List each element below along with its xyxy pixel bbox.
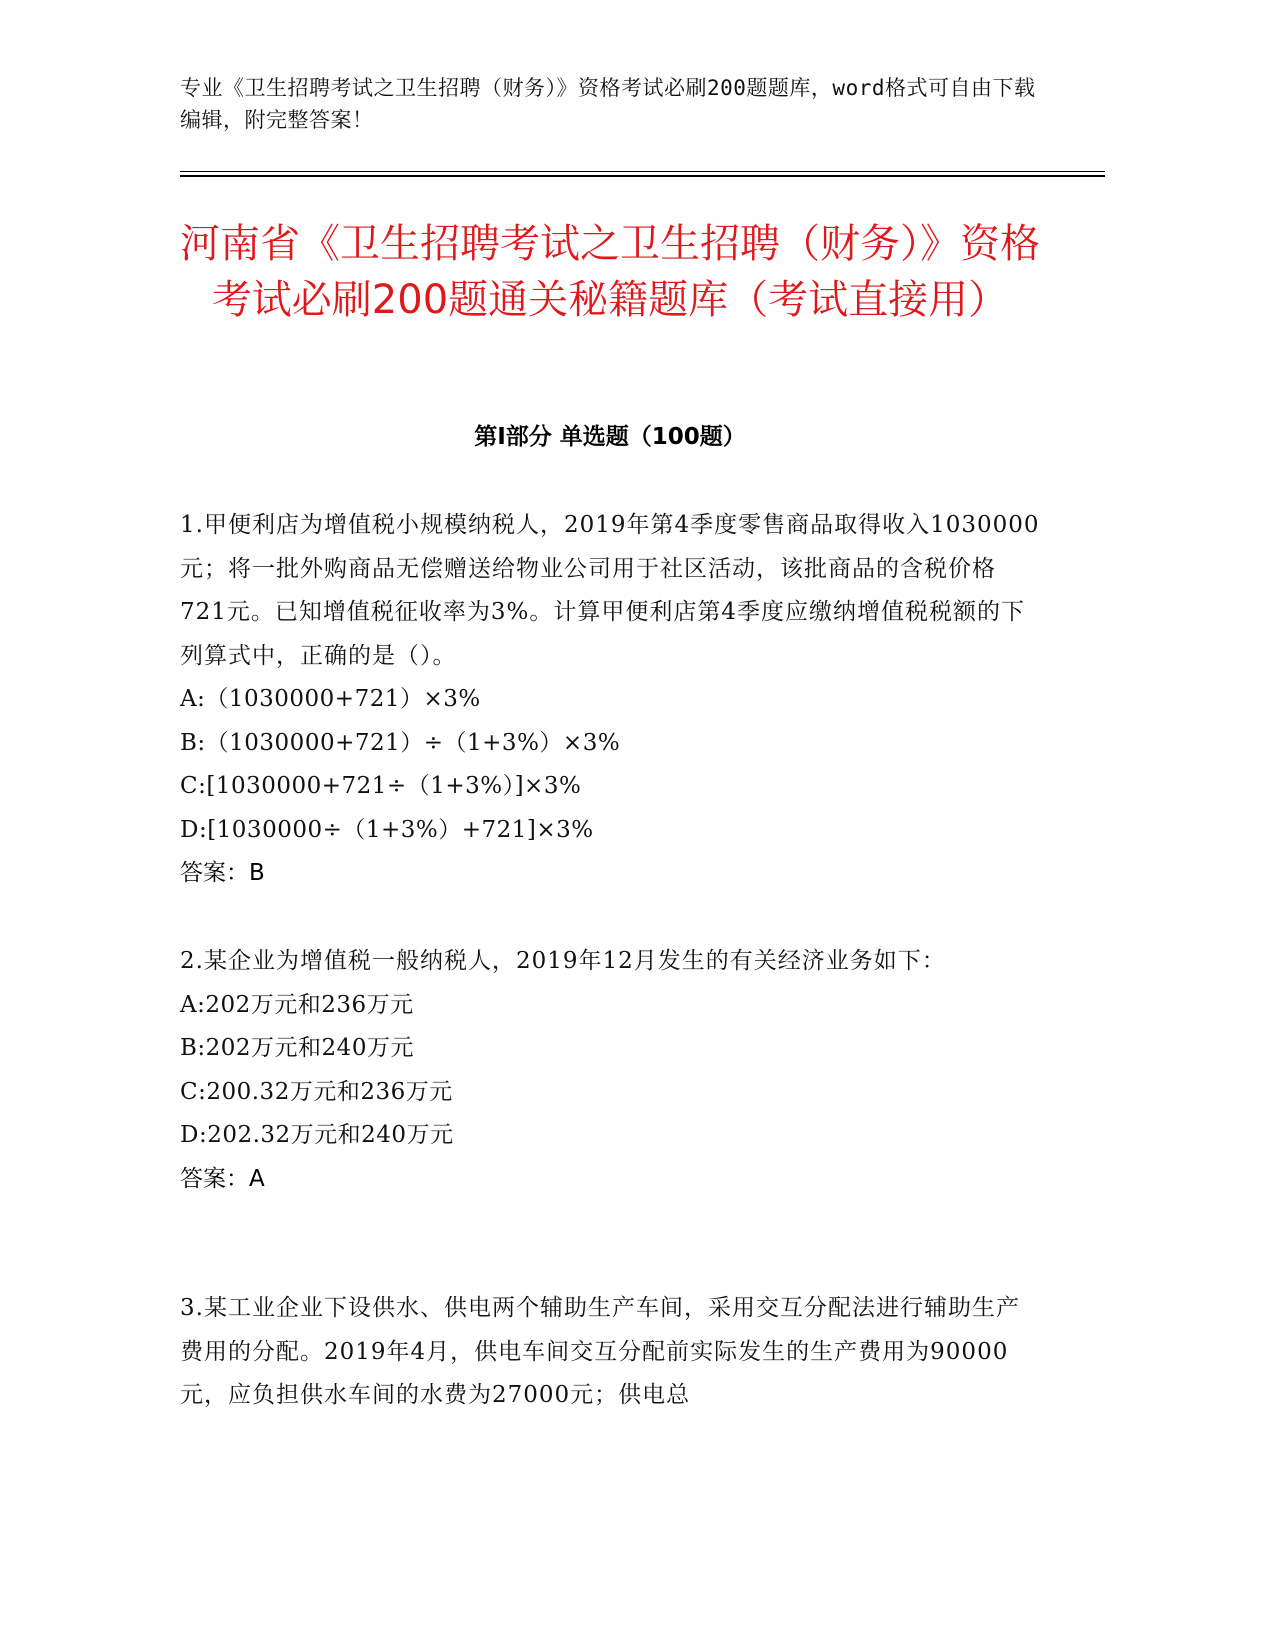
option-a: A:202万元和236万元	[180, 991, 414, 1018]
header-divider-thin	[180, 171, 1105, 172]
option-d: D:[1030000÷（1+3%）+721]×3%	[180, 816, 594, 843]
option-b: B:（1030000+721）÷（1+3%）×3%	[180, 729, 621, 756]
option-d: D:202.32万元和240万元	[180, 1122, 454, 1148]
option-c: C:200.32万元和236万元	[180, 1078, 453, 1105]
option-a: A:（1030000+721）×3%	[180, 686, 481, 712]
question-1	[180, 504, 1040, 896]
question-3	[180, 1287, 1040, 1418]
section-title: 第Ⅰ部分 单选题（100题）	[474, 424, 746, 450]
option-c: C:[1030000+721÷（1+3%）]×3%	[180, 773, 582, 799]
option-b: B:202万元和240万元	[180, 1035, 414, 1061]
document-title: 河南省《卫生招聘考试之卫生招聘（财务）》资格考试必刷200题通关秘籍题库（考试直接用）	[180, 221, 1040, 323]
question-stem: 1.甲便利店为增值税小规模纳税人，2019年第4季度零售商品取得收入1030000元；将一批外购商品无偿赠送给物业公司用于社区活动，该批商品的含税价格721元。已知增值税征收率为3%。计算甲便利店第4季度应缴纳增值税税额的下列算式中，正确的是（）。	[180, 512, 1040, 669]
answer-label: 答案：B	[180, 860, 265, 886]
header-note: 专业《卫生招聘考试之卫生招聘（财务）》资格考试必刷200题题库，word格式可自由下载编辑，附完整答案！	[180, 76, 1036, 132]
question-stem: 2.某企业为增值税一般纳税人，2019年12月发生的有关经济业务如下：	[180, 948, 946, 974]
answer-label: 答案：A	[180, 1165, 265, 1192]
question-stem: 3.某工业企业下设供水、供电两个辅助生产车间，采用交互分配法进行辅助生产费用的分配。2019年4月，供电车间交互分配前实际发生的生产费用为90000元，应负担供水车间的水费为27000元；供电总	[180, 1295, 1020, 1408]
question-2	[180, 940, 1040, 1201]
header-divider-thick	[180, 175, 1105, 177]
